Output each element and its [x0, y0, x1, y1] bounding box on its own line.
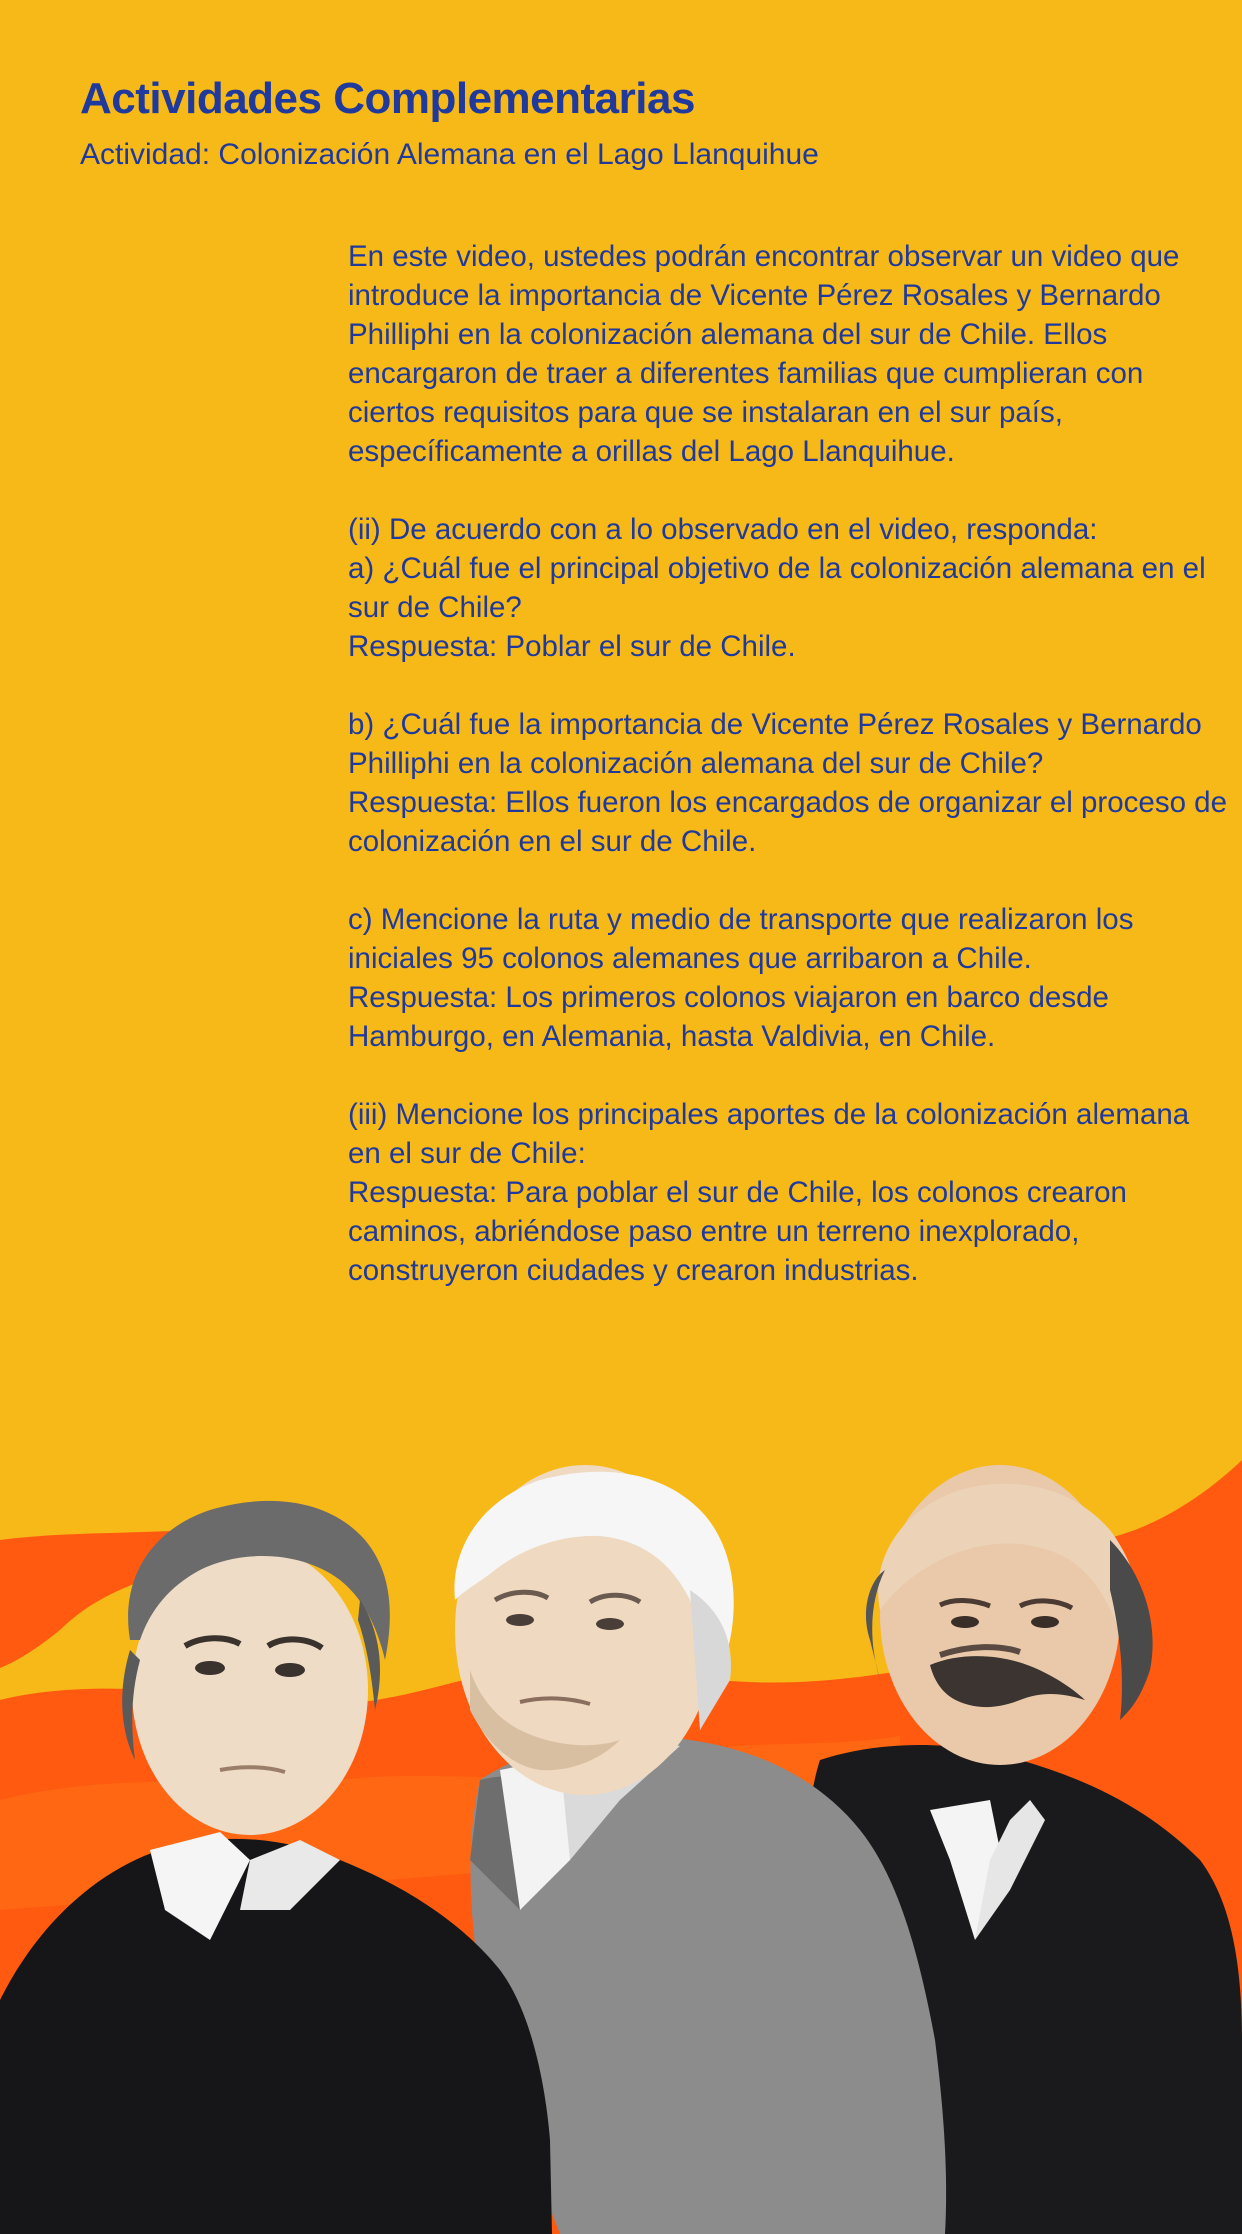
- section-iii-answer: construyeron ciudades y crearon industrias.: [348, 1254, 919, 1287]
- question-b-text: b) ¿Cuál fue la importancia de Vicente Pérez Rosales y Bernardo: [348, 708, 1202, 741]
- activity-subtitle: Actividad: Colonización Alemana en el Lago Llanquihue: [80, 138, 819, 171]
- question-b-text: Philliphi en la colonización alemana del sur de Chile?: [348, 747, 1044, 780]
- section-iii-answer: caminos, abriéndose paso entre un terreno inexplorado,: [348, 1215, 1080, 1248]
- section-iii-answer: Respuesta: Para poblar el sur de Chile, los colonos crearon: [348, 1176, 1127, 1209]
- question-a-text: sur de Chile?: [348, 591, 522, 624]
- question-a-answer: Respuesta: Poblar el sur de Chile.: [348, 630, 796, 663]
- question-c-answer: Hamburgo, en Alemania, hasta Valdivia, en Chile.: [348, 1020, 996, 1053]
- text-line: encargaron de traer a diferentes familias que cumplieran con: [348, 357, 1144, 390]
- question-a-block: [348, 510, 1206, 666]
- question-b-answer: Respuesta: Ellos fueron los encargados de organizar el proceso de: [348, 786, 1227, 819]
- question-c-block: [348, 900, 1198, 1056]
- text-line: ciertos requisitos para que se instalaran en el sur país,: [348, 396, 1063, 429]
- text-line: específicamente a orillas del Lago Llanquihue.: [348, 435, 955, 468]
- text-line: Philliphi en la colonización alemana del sur de Chile. Ellos: [348, 318, 1108, 351]
- text-line: introduce la importancia de Vicente Pérez Rosales y Bernardo: [348, 279, 1161, 312]
- question-b-answer: colonización en el sur de Chile.: [348, 825, 757, 858]
- intro-paragraph: [348, 237, 1198, 471]
- page-title: Actividades Complementarias: [80, 74, 695, 123]
- question-a-text: a) ¿Cuál fue el principal objetivo de la colonización alemana en el: [348, 552, 1206, 585]
- section-iii-block: [348, 1095, 1198, 1290]
- portraits-illustration: [0, 1440, 1242, 2234]
- text-line: En este video, ustedes podrán encontrar observar un video que: [348, 240, 1180, 273]
- section-iii-question: en el sur de Chile:: [348, 1137, 586, 1170]
- section-iii-question: (iii) Mencione los principales aportes de la colonización alemana: [348, 1098, 1190, 1131]
- activity-body: [348, 237, 1227, 1329]
- section-ii-heading: (ii) De acuerdo con a lo observado en el video, responda:: [348, 513, 1098, 546]
- question-c-text: iniciales 95 colonos alemanes que arribaron a Chile.: [348, 942, 1032, 975]
- question-c-answer: Respuesta: Los primeros colonos viajaron en barco desde: [348, 981, 1109, 1014]
- question-c-text: c) Mencione la ruta y medio de transporte que realizaron los: [348, 903, 1134, 936]
- question-b-block: [348, 705, 1227, 861]
